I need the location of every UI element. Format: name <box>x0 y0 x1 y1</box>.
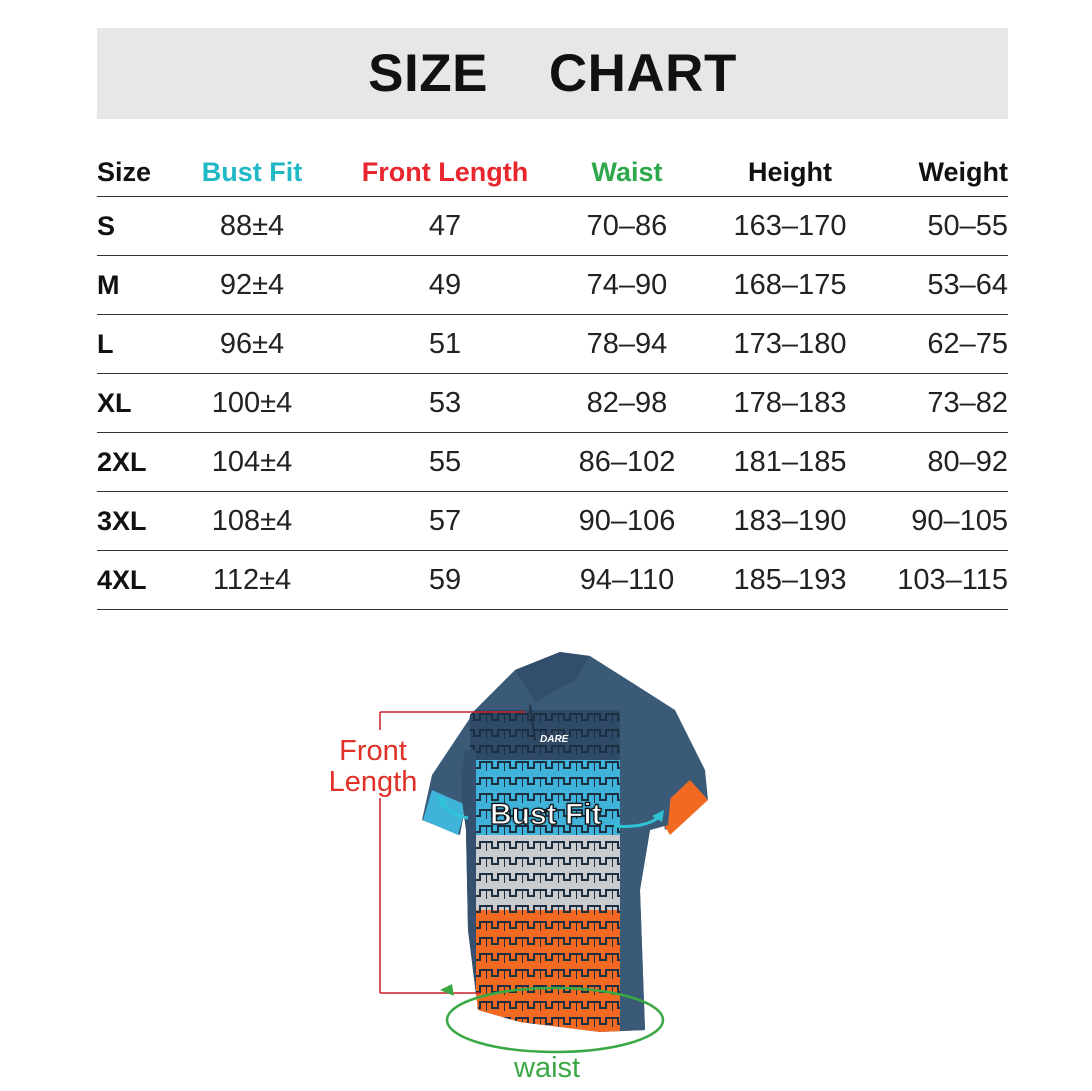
header-weight: Weight <box>918 156 1008 187</box>
cell-height: 168–175 <box>733 268 847 301</box>
waist-label: waist <box>514 1052 581 1084</box>
table-row <box>97 492 1008 551</box>
cell-bust-fit: 92±4 <box>219 268 285 301</box>
cell-front-length: 51 <box>428 327 462 360</box>
table-row <box>97 374 1008 433</box>
cell-bust-fit: 96±4 <box>219 327 285 360</box>
cell-weight: 90–105 <box>911 504 1008 537</box>
jersey-logo-text: DARE <box>540 734 569 745</box>
cell-size: S <box>97 210 116 241</box>
front-length-label <box>318 736 428 798</box>
cell-size: XL <box>97 387 132 418</box>
table-row <box>97 433 1008 492</box>
cell-front-length: 59 <box>428 563 462 596</box>
cell-weight: 50–55 <box>927 209 1008 242</box>
cell-size: M <box>97 269 120 300</box>
cell-height: 185–193 <box>733 563 847 596</box>
cell-height: 183–190 <box>733 504 847 537</box>
cell-size: L <box>97 328 114 359</box>
jersey-measurement-figure <box>0 630 1092 1091</box>
front-length-label-line1: Front <box>339 735 407 767</box>
cell-front-length: 49 <box>428 268 462 301</box>
cell-waist: 94–110 <box>579 563 675 596</box>
cell-waist: 78–94 <box>586 327 668 360</box>
cell-bust-fit: 108±4 <box>211 504 293 537</box>
header-bust-fit: Bust Fit <box>201 156 303 187</box>
cell-front-length: 55 <box>428 445 462 478</box>
page-title: SIZE CHART <box>368 44 737 103</box>
cell-bust-fit: 88±4 <box>219 209 285 242</box>
cell-front-length: 53 <box>428 386 462 419</box>
cell-waist: 86–102 <box>578 445 676 478</box>
cell-bust-fit: 100±4 <box>211 386 293 419</box>
cell-weight: 103–115 <box>897 563 1008 596</box>
cell-size: 4XL <box>97 564 147 595</box>
jersey-body <box>440 630 700 1050</box>
bust-fit-label: Bust Fit <box>490 798 602 831</box>
front-length-label-line2: Length <box>328 766 418 798</box>
cell-height: 163–170 <box>733 209 847 242</box>
table-row <box>97 197 1008 256</box>
header-size: Size <box>97 156 152 187</box>
header-height: Height <box>748 156 832 187</box>
jersey-logo <box>540 734 569 745</box>
cell-size: 3XL <box>97 505 147 536</box>
cell-weight: 80–92 <box>927 445 1008 478</box>
table-header-row <box>97 148 1008 197</box>
cell-weight: 62–75 <box>927 327 1008 360</box>
cell-waist: 70–86 <box>586 209 668 242</box>
jersey-illustration <box>0 630 1092 1091</box>
header-waist: Waist <box>591 156 663 187</box>
cell-bust-fit: 104±4 <box>211 445 293 478</box>
cell-size: 2XL <box>97 446 147 477</box>
cell-height: 173–180 <box>733 327 847 360</box>
cell-weight: 73–82 <box>927 386 1008 419</box>
cell-front-length: 47 <box>428 209 462 242</box>
size-table <box>97 148 1008 610</box>
cell-waist: 82–98 <box>586 386 668 419</box>
cell-front-length: 57 <box>428 504 462 537</box>
cell-height: 181–185 <box>733 445 847 478</box>
table-row <box>97 315 1008 374</box>
cell-waist: 74–90 <box>586 268 668 301</box>
cell-height: 178–183 <box>733 386 847 419</box>
cell-bust-fit: 112±4 <box>212 563 292 596</box>
cell-waist: 90–106 <box>578 504 676 537</box>
header-front-length: Front Length <box>361 156 529 187</box>
table-row <box>97 256 1008 315</box>
title-banner <box>97 28 1008 119</box>
table-row <box>97 551 1008 610</box>
cell-weight: 53–64 <box>927 268 1008 301</box>
